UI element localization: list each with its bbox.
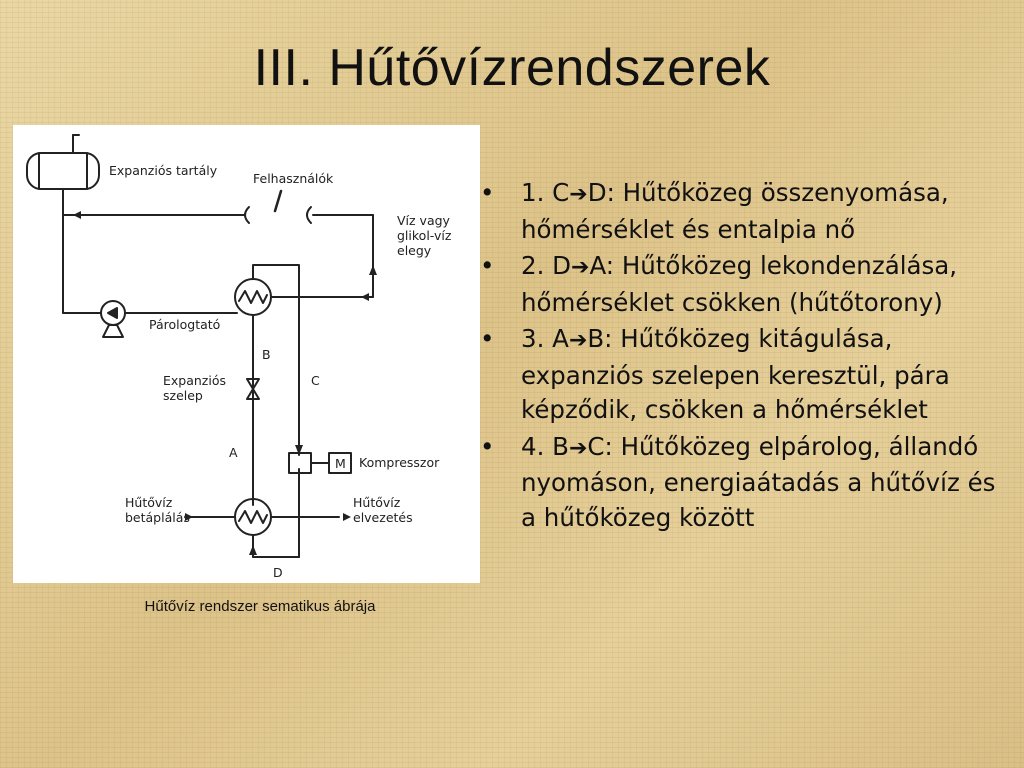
bullet-prefix: 3. A bbox=[521, 324, 569, 353]
label-cooling-water-in: Hűtővíz betáplálás bbox=[125, 495, 190, 525]
label-evaporator: Párologtató bbox=[149, 317, 221, 332]
label-point-b: B bbox=[262, 347, 271, 362]
cooling-system-diagram bbox=[13, 125, 480, 583]
expansion-tank-shape bbox=[27, 153, 99, 189]
label-water-glycol: Víz vagy glikol-víz elegy bbox=[397, 213, 452, 258]
bullet-prefix: 4. B bbox=[521, 431, 569, 461]
label-point-a: A bbox=[229, 445, 238, 460]
slide-title: III. Hűtővízrendszerek bbox=[253, 39, 771, 97]
bullet-dot: • bbox=[480, 178, 495, 207]
bullet-text: B: Hűtőközeg kitágulása, expanziós szelepen keresztül, pára képződik, csökken a hőmérséklet bbox=[521, 324, 950, 424]
bullet-item bbox=[480, 322, 1015, 428]
label-point-d: D bbox=[273, 565, 283, 580]
arrow-icon: ➔ bbox=[568, 328, 588, 353]
bullet-prefix: 2. D bbox=[521, 251, 572, 280]
bullet-item bbox=[480, 430, 1015, 536]
bullet-dot: • bbox=[480, 251, 495, 280]
bullet-text: C: Hűtőközeg elpárolog, állandó nyomáson, energiaátadás a hűtővíz és a hűtőközeg között bbox=[521, 431, 996, 532]
bullet-text: D: Hűtőközeg összenyomása, hőmérséklet és entalpia nő bbox=[521, 178, 949, 244]
bullet-dot: • bbox=[480, 324, 495, 353]
arrow-icon: ➔ bbox=[571, 255, 590, 280]
bullet-prefix: 1. C bbox=[521, 178, 570, 207]
label-compressor: Kompresszor bbox=[359, 455, 440, 470]
bullet-list bbox=[480, 176, 1015, 537]
label-consumers: Felhasználók bbox=[253, 171, 334, 186]
arrow-icon: ➔ bbox=[569, 182, 588, 207]
arrow-icon: ➔ bbox=[568, 435, 588, 461]
bullet-dot: • bbox=[480, 431, 495, 461]
bullet-item bbox=[480, 176, 1015, 247]
label-point-c: C bbox=[311, 373, 320, 388]
bullet-item bbox=[480, 249, 1015, 320]
label-expansion-valve: Expanziós szelep bbox=[163, 373, 227, 403]
bullet-text: A: Hűtőközeg lekondenzálása, hőmérséklet csökken (hűtőtorony) bbox=[521, 251, 958, 317]
label-expansion-tank: Expanziós tartály bbox=[109, 163, 218, 178]
diagram-caption: Hűtővíz rendszer sematikus ábrája bbox=[144, 598, 376, 615]
label-cooling-water-out: Hűtővíz elvezetés bbox=[353, 495, 413, 525]
label-motor: M bbox=[335, 456, 346, 471]
